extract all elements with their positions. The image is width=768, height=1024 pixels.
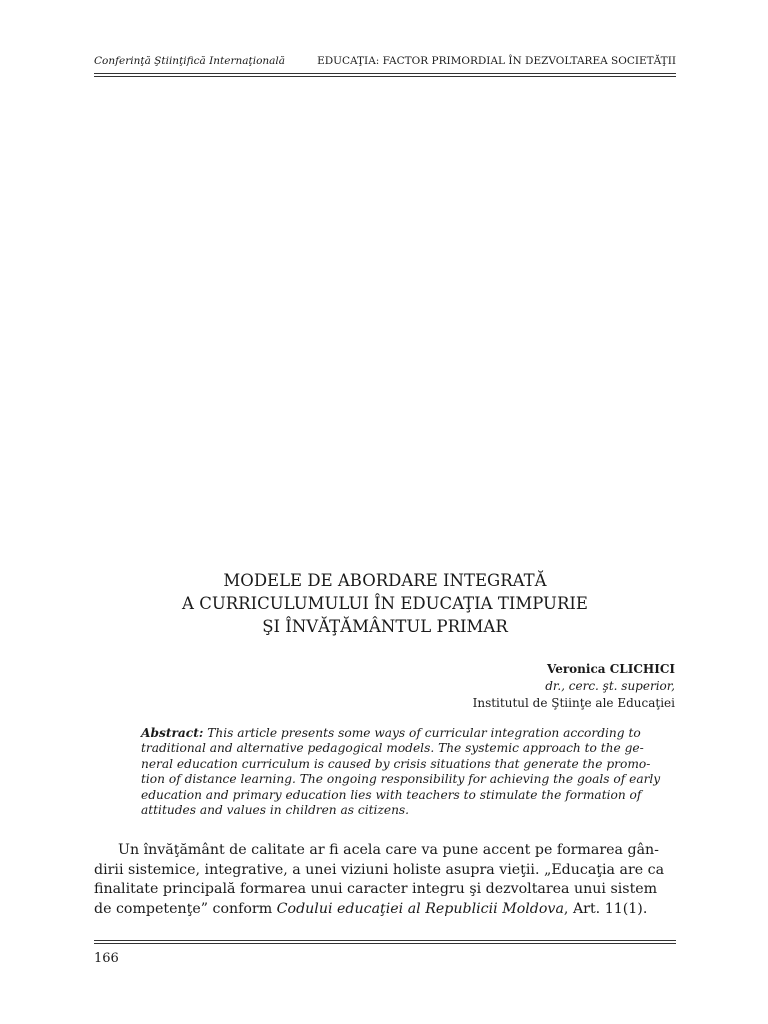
- article-title-line: MODELE DE ABORDARE INTEGRATĂ: [223, 571, 547, 590]
- article-title: [94, 569, 676, 638]
- header-rule: [94, 73, 676, 74]
- body-text: , Art. 11(1).: [563, 900, 648, 917]
- abstract: [141, 726, 676, 818]
- page-number: 166: [94, 951, 119, 966]
- body-line: dirii sistemice, integrative, a unei viziuni holiste asupra vieţii. „Educaţia are ca: [94, 861, 665, 878]
- header-rule: [94, 76, 676, 77]
- abstract-line: education and primary education lies with teachers to stimulate the formation of: [141, 787, 642, 802]
- code-citation: Codului educaţiei al Republicii Moldova: [276, 900, 564, 917]
- abstract-label: Abstract:: [141, 726, 204, 740]
- abstract-line: traditional and alternative pedagogical models. The systemic approach to the ge-: [141, 741, 644, 756]
- header-conference-theme: EDUCAŢIA: FACTOR PRIMORDIAL ÎN DEZVOLTAREA SOCIETĂŢII: [317, 55, 676, 67]
- body-paragraph: [94, 841, 676, 919]
- body-line: finalitate principală formarea unui caracter integru şi dezvoltarea unui sistem: [94, 881, 658, 897]
- body-line: Un învăţământ de calitate ar fi acela care va pune accent pe formarea gân-: [118, 842, 659, 858]
- article-title-line: ŞI ÎNVĂŢĂMÂNTUL PRIMAR: [262, 617, 508, 636]
- header-conference-name: Conferinţă Ştiinţifică Internaţională: [94, 55, 286, 67]
- abstract-line: attitudes and values in children as citizens.: [141, 803, 410, 818]
- running-header: [94, 55, 676, 67]
- footer-rule: [94, 940, 676, 941]
- author-block: [473, 661, 675, 712]
- article-title-line: A CURRICULUMULUI ÎN EDUCAŢIA TIMPURIE: [182, 594, 588, 613]
- author-degree: dr., cerc. şt. superior,: [545, 679, 675, 693]
- body-line: [94, 900, 676, 920]
- body-text: de competenţe” conform: [94, 900, 277, 917]
- author-name: Veronica CLICHICI: [547, 662, 675, 676]
- abstract-line: tion of distance learning. The ongoing responsibility for achieving the goals of early: [141, 772, 661, 787]
- footer-rule: [94, 943, 676, 944]
- author-institution: Institutul de Ştiinţe ale Educaţiei: [472, 696, 675, 710]
- abstract-line: [141, 726, 676, 741]
- abstract-line: neral education curriculum is caused by crisis situations that generate the promo-: [141, 756, 651, 771]
- abstract-text: This article presents some ways of curricular integration according to: [203, 726, 641, 740]
